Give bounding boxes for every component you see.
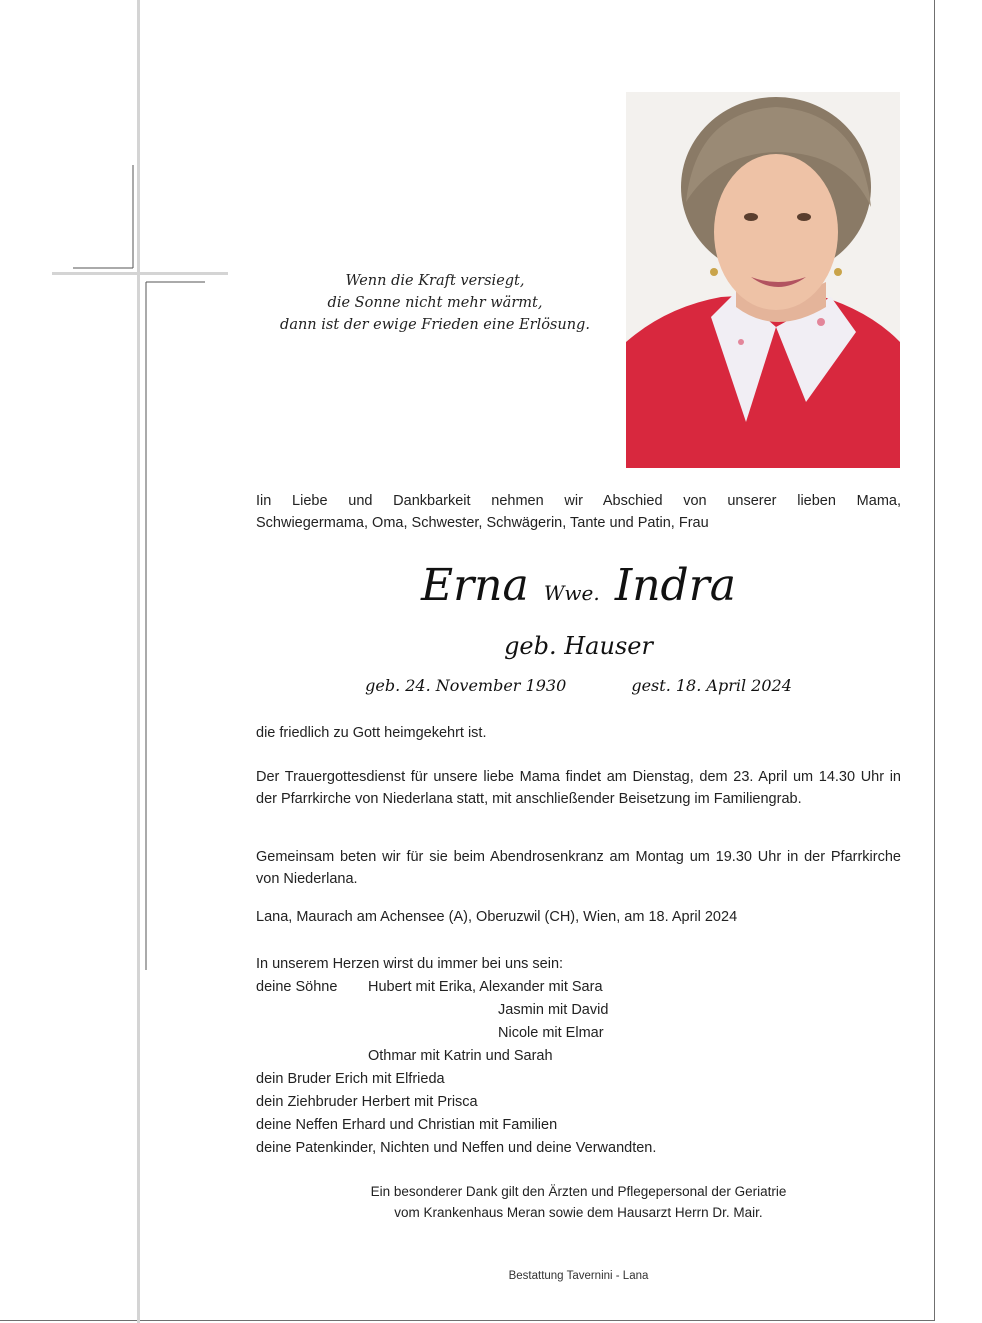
widow-abbreviation: Wwe.: [543, 581, 600, 605]
intro-text: [256, 490, 901, 534]
returned-text: die friedlich zu Gott heimgekehrt ist.: [256, 725, 487, 741]
thanks-line-2: vom Krankenhaus Meran sowie dem Hausarzt Herrn Dr. Mair.: [394, 1205, 763, 1220]
place-date: Lana, Maurach am Achensee (A), Oberuzwil (CH), Wien, am 18. April 2024: [256, 909, 738, 925]
quote-line: dann ist der ewige Frieden eine Erlösung.: [280, 317, 590, 333]
rosary-text: Gemeinsam beten wir für sie beim Abendrosenkranz am Montag um 19.30 Uhr in der Pfarrkirche von Niederlana.: [256, 849, 901, 887]
thanks-line-1: Ein besonderer Dank gilt den Ärzten und Pflegepersonal der Geriatrie: [370, 1184, 787, 1199]
family-list: [256, 953, 901, 1160]
list-item: dein Ziehbruder Herbert mit Prisca: [256, 1094, 478, 1110]
service-text: Der Trauergottesdienst für unsere liebe Mama findet am Dienstag, dem 23. April um 14.30 Uhr in der Pfarrkirche von Niederlana statt, mit anschließender Beisetzung im Familiengrab.: [256, 769, 901, 807]
life-dates: [256, 676, 901, 695]
sons-label: deine Söhne: [256, 979, 338, 995]
son-1: Hubert mit Erika, Alexander mit Sara: [368, 979, 603, 995]
intro-line-1: Iin Liebe und Dankbarkeit nehmen wir Abschied von unserer lieben Mama,: [256, 493, 901, 509]
list-item: dein Bruder Erich mit Elfrieda: [256, 1071, 445, 1087]
intro-line-2: Schwiegermama, Oma, Schwester, Schwägerin, Tante und Patin, Frau: [256, 515, 709, 531]
cross-icon: [0, 0, 240, 1323]
last-name: Indra: [614, 560, 736, 611]
list-item: Jasmin mit David: [498, 1002, 609, 1018]
list-item: [256, 976, 901, 999]
birth-date: geb. 24. November 1930: [365, 676, 567, 695]
death-date: gest. 18. April 2024: [631, 676, 792, 695]
list-item: Nicole mit Elmar: [498, 1025, 604, 1041]
memorial-quote: [270, 270, 600, 336]
deceased-name: [256, 560, 901, 611]
first-name: Erna: [421, 560, 529, 611]
family-intro: In unserem Herzen wirst du immer bei uns sein:: [256, 956, 564, 972]
quote-line: die Sonne nicht mehr wärmt,: [327, 295, 543, 311]
birth-name: geb. Hauser: [504, 632, 653, 660]
list-item: deine Neffen Erhard und Christian mit Familien: [256, 1117, 558, 1133]
portrait-photo: [626, 92, 900, 468]
quote-line: Wenn die Kraft versiegt,: [345, 273, 525, 289]
son-2: Othmar mit Katrin und Sarah: [368, 1048, 553, 1064]
list-item: deine Patenkinder, Nichten und Neffen und deine Verwandten.: [256, 1140, 657, 1156]
thanks-note: [256, 1181, 901, 1223]
undertaker-footer: Bestattung Tavernini - Lana: [508, 1270, 649, 1282]
